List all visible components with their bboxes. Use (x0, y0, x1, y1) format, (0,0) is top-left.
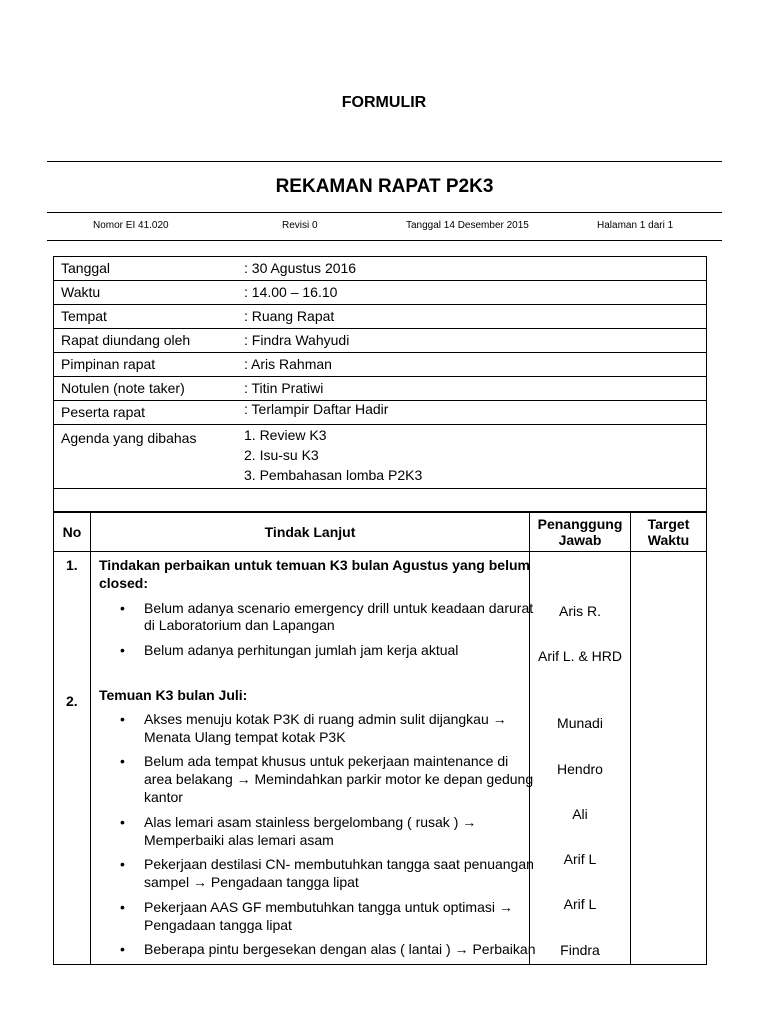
bullet-icon: • (120, 856, 125, 872)
pj-name: Arif L (563, 851, 597, 867)
info-value: : Ruang Rapat (241, 305, 707, 329)
action-text: Beberapa pintu bergesekan dengan alas ( lantai ) → Perbaikan (144, 941, 536, 957)
info-label: Pimpinan rapat (54, 353, 242, 377)
section-title: closed: (99, 575, 149, 591)
pj-name: Arif L (563, 896, 597, 912)
info-label: Waktu (54, 281, 242, 305)
action-text: di Laboratorium dan Lapangan (144, 617, 335, 633)
pj-name: Arif L. & HRD (537, 648, 622, 664)
doc-date: Tanggal 14 Desember 2015 (406, 220, 529, 231)
action-text: Belum adanya perhitungan jumlah jam kerja aktual (144, 642, 459, 658)
pj-name: Findra (560, 942, 600, 958)
penanggung-jawab-cell (530, 552, 631, 965)
bullet-icon: • (120, 753, 125, 769)
header-pj-line: Jawab (558, 532, 602, 548)
header-penanggung-jawab (530, 513, 631, 552)
pj-name: Munadi (557, 715, 603, 731)
header-tindak-lanjut: Tindak Lanjut (91, 513, 530, 552)
action-body-row (54, 552, 707, 965)
target-waktu-cell (631, 552, 707, 965)
bullet-icon: • (120, 941, 125, 957)
tindak-lanjut-cell (91, 552, 536, 965)
divider-bottom (47, 240, 722, 241)
info-label: Tempat (54, 305, 242, 329)
bullet-icon: • (120, 642, 125, 658)
blank-row (54, 489, 707, 512)
action-text: Belum ada tempat khusus untuk pekerjaan maintenance di (144, 753, 509, 769)
info-row (54, 401, 707, 425)
info-label: Tanggal (54, 257, 242, 281)
header-tw-line: Waktu (647, 532, 690, 548)
info-label: Peserta rapat (54, 401, 242, 425)
bullet-icon: • (120, 600, 125, 616)
action-text: kantor (144, 789, 183, 805)
agenda-item: 1. Review K3 (244, 427, 327, 443)
section-title: Temuan K3 bulan Juli: (99, 687, 248, 703)
agenda-items (241, 425, 707, 489)
divider-top (47, 161, 722, 162)
header-no: No (54, 513, 91, 552)
action-text: Belum adanya scenario emergency drill untuk keadaan darurat (144, 600, 534, 616)
action-text: sampel → Pengadaan tangga lipat (144, 874, 359, 890)
info-label: Rapat diundang oleh (54, 329, 242, 353)
agenda-row (54, 425, 707, 489)
bullet-icon: • (120, 899, 125, 915)
action-text: Menata Ulang tempat kotak P3K (144, 729, 346, 745)
action-text: Akses menuju kotak P3K di ruang admin sulit dijangkau → (144, 711, 507, 727)
form-label: FORMULIR (341, 94, 427, 111)
info-label: Notulen (note taker) (54, 377, 242, 401)
info-value: : Findra Wahyudi (241, 329, 707, 353)
action-text: area belakang → Memindahkan parkir motor ke depan gedung (144, 771, 534, 787)
bullet-icon: • (120, 814, 125, 830)
info-row (54, 281, 707, 305)
action-text: Alas lemari asam stainless bergelombang ( rusak ) → (144, 814, 477, 830)
header-tw-line: Target (647, 516, 690, 532)
info-value: : Titin Pratiwi (241, 377, 707, 401)
document-title: REKAMAN RAPAT P2K3 (275, 176, 494, 197)
doc-page: Halaman 1 dari 1 (597, 220, 674, 231)
info-row (54, 377, 707, 401)
info-value: : 30 Agustus 2016 (241, 257, 707, 281)
info-row (54, 305, 707, 329)
no-cell (54, 552, 91, 965)
pj-name: Aris R. (559, 603, 601, 619)
divider-mid (47, 212, 722, 213)
doc-revision: Revisi 0 (282, 220, 318, 231)
info-row (54, 329, 707, 353)
action-text: Pekerjaan AAS GF membutuhkan tangga untuk optimasi → (144, 899, 513, 915)
info-row (54, 353, 707, 377)
agenda-item: 2. Isu-su K3 (244, 447, 319, 463)
header-pj-line: Penanggung (537, 516, 623, 532)
action-text: Pekerjaan destilasi CN- membutuhkan tangga saat penuangan (144, 856, 534, 872)
action-text: Memperbaiki alas lemari asam (144, 832, 334, 848)
action-table (53, 512, 707, 965)
action-header-row (54, 513, 707, 552)
meeting-info-table (53, 256, 707, 512)
bullet-icon: • (120, 711, 125, 727)
pj-name: Hendro (557, 761, 603, 777)
action-text: Pengadaan tangga lipat (144, 917, 292, 933)
item-number: 2. (66, 693, 78, 709)
doc-number: Nomor EI 41.020 (93, 220, 169, 231)
header-target-waktu (631, 513, 707, 552)
agenda-label: Agenda yang dibahas (54, 425, 242, 489)
info-value: : 14.00 – 16.10 (241, 281, 707, 305)
section-title: Tindakan perbaikan untuk temuan K3 bulan Agustus yang belum (99, 557, 530, 573)
pj-name: Ali (572, 806, 588, 822)
info-value: : Aris Rahman (241, 353, 707, 377)
agenda-item: 3. Pembahasan lomba P2K3 (244, 467, 423, 483)
info-row (54, 257, 707, 281)
info-value: : Terlampir Daftar Hadir (241, 401, 707, 425)
blank-cell (54, 489, 707, 512)
item-number: 1. (66, 557, 78, 573)
